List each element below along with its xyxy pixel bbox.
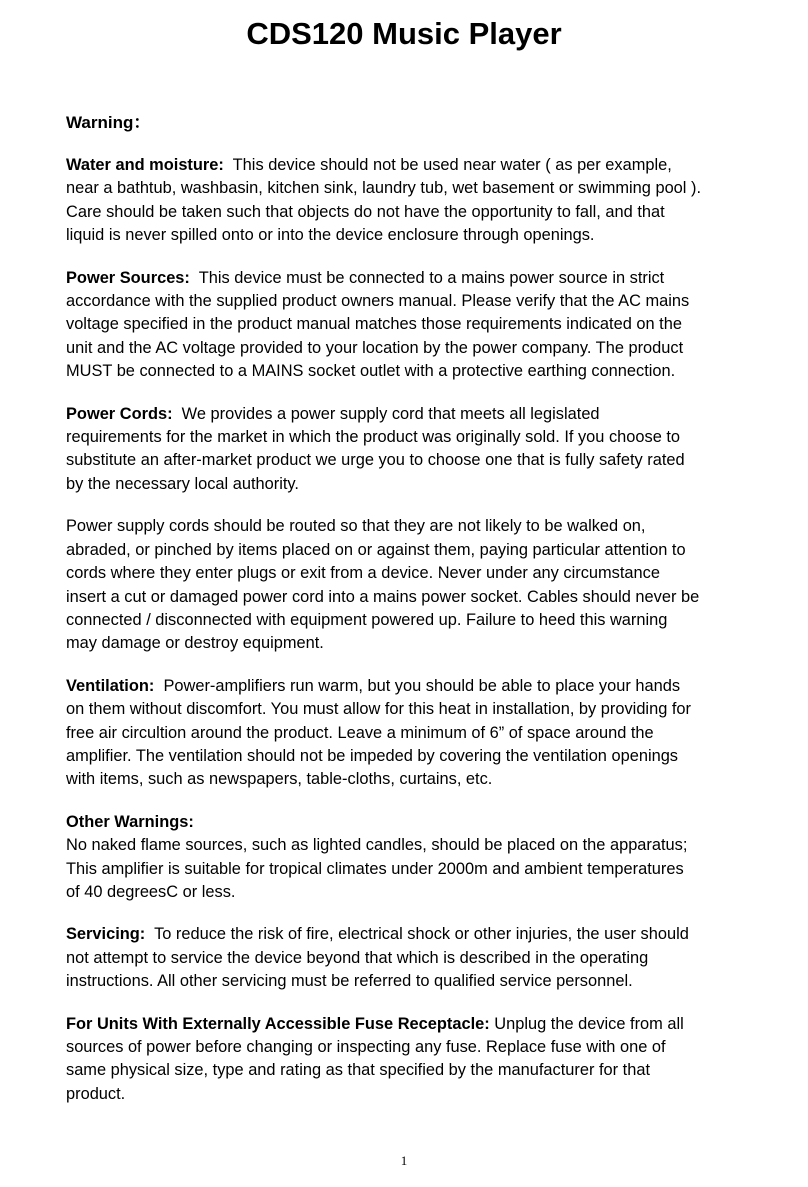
section-line (66, 1013, 742, 1036)
section-text: instructions. All other servicing must be referred to qualified service personnel. (66, 972, 633, 991)
section-ventilation (66, 675, 742, 792)
document-body (66, 154, 742, 1125)
section-text: Power supply cords should be routed so that they are not likely to be walked on, (66, 517, 646, 536)
section-water-moisture (66, 154, 742, 248)
section-text: connected / disconnected with equipment powered up. Failure to heed this warning (66, 610, 668, 629)
section-text: requirements for the market in which the product was originally sold. If you choose to (66, 428, 681, 447)
section-text: cords where they enter plugs or exit from a device. Never under any circumstance (66, 564, 660, 583)
section-line (66, 923, 742, 946)
section-heading: Power Cords: (66, 404, 173, 423)
section-text: accordance with the supplied product owners manual. Please verify that the AC mains (66, 292, 690, 311)
section-text: on them without discomfort. You must allow for this heat in installation, by providing for (66, 700, 691, 719)
section-text: No naked flame sources, such as lighted candles, should be placed on the apparatus; (66, 836, 688, 855)
section-text: To reduce the risk of fire, electrical shock or other injuries, the user should (154, 925, 689, 944)
section-line (66, 403, 742, 426)
section-text: We provides a power supply cord that meets all legislated (181, 404, 600, 423)
section-text: free air circultion around the product. Leave a minimum of 6” of space around the (66, 723, 654, 742)
section-text: substitute an after-market product we urge you to choose one that is fully safety rated (66, 451, 685, 470)
warning-heading: Warning： (66, 113, 151, 132)
section-line (66, 267, 742, 290)
page-number: 1 (400, 1153, 408, 1168)
section-text: liquid is never spilled onto or into the device enclosure through openings. (66, 226, 595, 245)
section-text: not attempt to service the device beyond that which is described in the operating (66, 948, 649, 967)
section-other-warnings (66, 811, 742, 905)
section-text: insert a cut or damaged power cord into a mains power socket. Cables should never be (66, 587, 700, 606)
section-text: This device must be connected to a mains power source in strict (198, 268, 665, 287)
section-servicing (66, 923, 742, 993)
section-text: abraded, or pinched by items placed on or against them, paying particular attention to (66, 540, 686, 559)
section-text: voltage specified in the product manual matches those requirements indicated on the (66, 315, 682, 334)
section-power-supply-cords (66, 515, 742, 655)
section-text: by the necessary local authority. (66, 474, 299, 493)
section-power-cords (66, 403, 742, 497)
section-heading: Water and moisture: (66, 156, 224, 174)
section-text: MUST be connected to a MAINS socket outlet with a protective earthing connection. (66, 362, 676, 381)
section-heading: Servicing: (66, 925, 146, 944)
section-heading: Ventilation: (66, 676, 155, 695)
section-text: same physical size, type and rating as that specified by the manufacturer for that (66, 1061, 650, 1080)
section-text: Power-amplifiers run warm, but you should be able to place your hands (163, 676, 681, 695)
section-text: This amplifier is suitable for tropical climates under 2000m and ambient temperatures (66, 859, 684, 878)
section-text: Unplug the device from all (494, 1014, 684, 1033)
section-text: Care should be taken such that objects do not have the opportunity to fall, and that (66, 202, 665, 221)
section-text: near a bathtub, washbasin, kitchen sink, laundry tub, wet basement or swimming pool ). (66, 179, 702, 198)
section-line (66, 675, 742, 698)
section-line (66, 154, 742, 177)
section-text: product. (66, 1084, 126, 1103)
section-heading: For Units With Externally Accessible Fuse Receptacle: (66, 1014, 490, 1033)
section-text: of 40 degreesC or less. (66, 882, 236, 901)
section-text: with items, such as newspapers, table-cloths, curtains, etc. (66, 770, 493, 789)
section-text: amplifier. The ventilation should not be impeded by covering the ventilation openings (66, 746, 679, 765)
section-text: sources of power before changing or inspecting any fuse. Replace fuse with one of (66, 1038, 666, 1056)
section-text: may damage or destroy equipment. (66, 634, 324, 653)
document-title: CDS120 Music Player (246, 16, 562, 51)
section-text: unit and the AC voltage provided to your location by the power company. The product (66, 338, 684, 357)
section-fuse-receptacle (66, 1013, 742, 1107)
section-heading: Power Sources: (66, 268, 190, 287)
section-power-sources (66, 267, 742, 384)
section-text: This device should not be used near water ( as per example, (232, 156, 672, 174)
section-heading: Other Warnings: (66, 812, 194, 831)
